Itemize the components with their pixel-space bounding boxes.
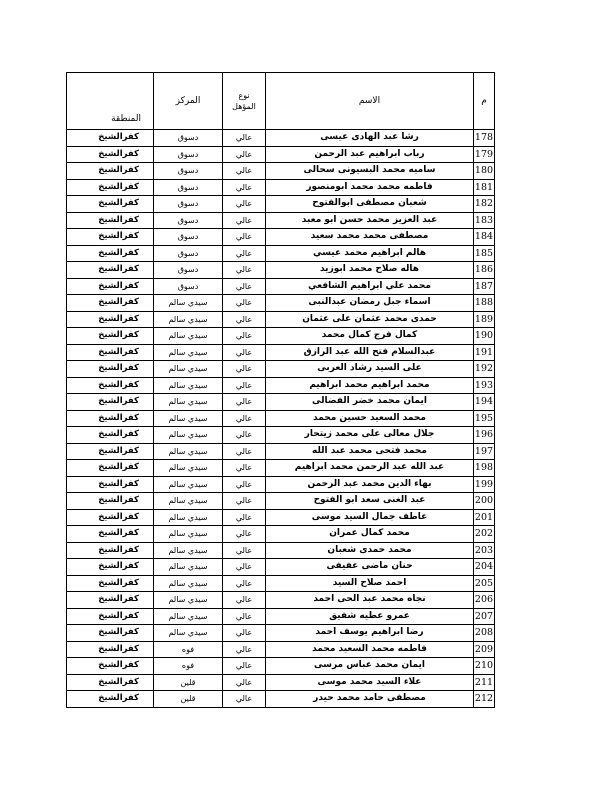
table-row [67, 493, 495, 510]
cell-name: مصطفى حامد محمد حيدر [266, 691, 474, 708]
table-row [67, 410, 495, 427]
cell-name: شعبان مصطفى ابوالفتوح [266, 196, 474, 213]
cell-region: كفرالشيخ [67, 278, 154, 295]
cell-center: دسوق [154, 163, 223, 180]
cell-qualification: عالي [223, 641, 266, 658]
cell-number: 192 [474, 361, 495, 378]
cell-center: فوه [154, 641, 223, 658]
results-sheet [66, 72, 494, 708]
table-row [67, 377, 495, 394]
cell-number: 183 [474, 212, 495, 229]
cell-name: ايمان محمد خضر الفضالى [266, 394, 474, 411]
cell-region: كفرالشيخ [67, 361, 154, 378]
cell-number: 186 [474, 262, 495, 279]
cell-name: هاله صلاح محمد ابوزيد [266, 262, 474, 279]
cell-name: عمرو عطيه شفيق [266, 608, 474, 625]
table-row [67, 229, 495, 246]
cell-qualification: عالي [223, 509, 266, 526]
cell-region: كفرالشيخ [67, 526, 154, 543]
cell-qualification: عالي [223, 377, 266, 394]
cell-number: 195 [474, 410, 495, 427]
cell-qualification: عالي [223, 658, 266, 675]
cell-center: سيدي سالم [154, 575, 223, 592]
cell-qualification: عالي [223, 476, 266, 493]
table-row [67, 245, 495, 262]
table-row [67, 608, 495, 625]
cell-name: هالم ابراهيم محمد عيسي [266, 245, 474, 262]
cell-qualification: عالي [223, 443, 266, 460]
table-row [67, 311, 495, 328]
cell-center: سيدي سالم [154, 311, 223, 328]
cell-center: سيدي سالم [154, 592, 223, 609]
cell-region: كفرالشيخ [67, 592, 154, 609]
table-row [67, 295, 495, 312]
cell-center: سيدي سالم [154, 608, 223, 625]
table-row [67, 163, 495, 180]
cell-region: كفرالشيخ [67, 179, 154, 196]
cell-region: كفرالشيخ [67, 559, 154, 576]
table-row [67, 542, 495, 559]
cell-center: دسوق [154, 212, 223, 229]
cell-center: سيدي سالم [154, 443, 223, 460]
cell-number: 194 [474, 394, 495, 411]
cell-name: علاء السيد محمد موسى [266, 674, 474, 691]
cell-region: كفرالشيخ [67, 443, 154, 460]
cell-number: 187 [474, 278, 495, 295]
cell-center: دسوق [154, 278, 223, 295]
cell-center: سيدي سالم [154, 328, 223, 345]
cell-name: ايمان محمد عباس مرسى [266, 658, 474, 675]
cell-region: كفرالشيخ [67, 641, 154, 658]
cell-center: سيدي سالم [154, 410, 223, 427]
cell-name: فاطمه محمد محمد ابومنصور [266, 179, 474, 196]
cell-name: حنان ماضى عفيفى [266, 559, 474, 576]
table-row [67, 278, 495, 295]
cell-region: كفرالشيخ [67, 311, 154, 328]
cell-region: كفرالشيخ [67, 146, 154, 163]
cell-region: كفرالشيخ [67, 542, 154, 559]
cell-qualification: عالي [223, 130, 266, 147]
cell-name: محمد ابراهيم محمد ابراهيم [266, 377, 474, 394]
cell-qualification: عالي [223, 608, 266, 625]
cell-number: 193 [474, 377, 495, 394]
cell-number: 200 [474, 493, 495, 510]
cell-center: سيدي سالم [154, 460, 223, 477]
table-row [67, 625, 495, 642]
cell-center: دسوق [154, 146, 223, 163]
cell-region: كفرالشيخ [67, 377, 154, 394]
cell-center: سيدي سالم [154, 559, 223, 576]
table-header-row [67, 73, 495, 130]
cell-qualification: عالي [223, 410, 266, 427]
table-row [67, 130, 495, 147]
table-row [67, 592, 495, 609]
cell-name: اسماء جبل رمضان عبدالنبى [266, 295, 474, 312]
table-row [67, 179, 495, 196]
cell-number: 209 [474, 641, 495, 658]
cell-name: على السيد رشاد العربى [266, 361, 474, 378]
table-row [67, 212, 495, 229]
table-row [67, 658, 495, 675]
cell-center: سيدي سالم [154, 427, 223, 444]
cell-region: كفرالشيخ [67, 295, 154, 312]
cell-qualification: عالي [223, 559, 266, 576]
cell-center: فوه [154, 658, 223, 675]
cell-number: 212 [474, 691, 495, 708]
cell-qualification: عالي [223, 212, 266, 229]
table-row [67, 526, 495, 543]
cell-name: فاطمه محمد السعيد محمد [266, 641, 474, 658]
cell-center: سيدي سالم [154, 476, 223, 493]
cell-center: قلين [154, 691, 223, 708]
cell-name: كمال فرج كمال محمد [266, 328, 474, 345]
cell-region: كفرالشيخ [67, 658, 154, 675]
cell-center: سيدي سالم [154, 493, 223, 510]
cell-number: 191 [474, 344, 495, 361]
cell-number: 185 [474, 245, 495, 262]
table-row [67, 146, 495, 163]
cell-number: 178 [474, 130, 495, 147]
table-row [67, 196, 495, 213]
cell-center: سيدي سالم [154, 625, 223, 642]
header-center: المركز [154, 73, 223, 130]
cell-name: مصطفى محمد محمد سعيد [266, 229, 474, 246]
cell-name: عبدالسلام فتح الله عبد الرازق [266, 344, 474, 361]
names-table [66, 72, 495, 708]
cell-region: كفرالشيخ [67, 344, 154, 361]
cell-number: 181 [474, 179, 495, 196]
header-region: المنطقة [67, 73, 154, 130]
cell-qualification: عالي [223, 163, 266, 180]
cell-region: كفرالشيخ [67, 229, 154, 246]
cell-name: عبد الغنى سعد ابو الفتوح [266, 493, 474, 510]
table-row [67, 262, 495, 279]
cell-qualification: عالي [223, 542, 266, 559]
header-qualification [223, 73, 266, 130]
cell-region: كفرالشيخ [67, 328, 154, 345]
cell-number: 182 [474, 196, 495, 213]
cell-qualification: عالي [223, 229, 266, 246]
cell-qualification: عالي [223, 625, 266, 642]
table-row [67, 575, 495, 592]
cell-number: 189 [474, 311, 495, 328]
cell-center: سيدي سالم [154, 526, 223, 543]
cell-qualification: عالي [223, 674, 266, 691]
cell-name: عبد الله عبد الرحمن محمد ابراهيم [266, 460, 474, 477]
cell-qualification: عالي [223, 427, 266, 444]
cell-name: رضا ابراهيم يوسف احمد [266, 625, 474, 642]
cell-region: كفرالشيخ [67, 476, 154, 493]
cell-number: 198 [474, 460, 495, 477]
cell-center: دسوق [154, 245, 223, 262]
cell-number: 180 [474, 163, 495, 180]
cell-region: كفرالشيخ [67, 394, 154, 411]
cell-center: سيدي سالم [154, 295, 223, 312]
cell-region: كفرالشيخ [67, 460, 154, 477]
table-body [67, 130, 495, 708]
cell-name: ساميه محمد البسيونى سحالى [266, 163, 474, 180]
cell-number: 203 [474, 542, 495, 559]
cell-region: كفرالشيخ [67, 262, 154, 279]
cell-name: محمد السعيد حسين محمد [266, 410, 474, 427]
cell-name: محمد حمدى شعبان [266, 542, 474, 559]
cell-qualification: عالي [223, 394, 266, 411]
cell-qualification: عالي [223, 493, 266, 510]
cell-name: حمدى محمد عثمان على عثمان [266, 311, 474, 328]
cell-qualification: عالي [223, 245, 266, 262]
table-row [67, 674, 495, 691]
cell-qualification: عالي [223, 361, 266, 378]
cell-number: 206 [474, 592, 495, 609]
cell-region: كفرالشيخ [67, 493, 154, 510]
table-row [67, 344, 495, 361]
cell-number: 179 [474, 146, 495, 163]
cell-number: 197 [474, 443, 495, 460]
cell-qualification: عالي [223, 179, 266, 196]
cell-number: 202 [474, 526, 495, 543]
cell-region: كفرالشيخ [67, 130, 154, 147]
cell-qualification: عالي [223, 344, 266, 361]
cell-center: سيدي سالم [154, 394, 223, 411]
cell-name: عبد العزيز محمد حسن ابو معبد [266, 212, 474, 229]
cell-center: دسوق [154, 262, 223, 279]
cell-name: محمد كمال عمران [266, 526, 474, 543]
cell-qualification: عالي [223, 526, 266, 543]
cell-number: 205 [474, 575, 495, 592]
cell-name: عاطف جمال السيد موسى [266, 509, 474, 526]
cell-region: كفرالشيخ [67, 212, 154, 229]
table-row [67, 641, 495, 658]
cell-number: 196 [474, 427, 495, 444]
cell-qualification: عالي [223, 575, 266, 592]
cell-region: كفرالشيخ [67, 575, 154, 592]
cell-qualification: عالي [223, 295, 266, 312]
cell-region: كفرالشيخ [67, 608, 154, 625]
table-row [67, 443, 495, 460]
cell-center: سيدي سالم [154, 542, 223, 559]
cell-name: محمد فتحى محمد عبد الله [266, 443, 474, 460]
cell-qualification: عالي [223, 262, 266, 279]
table-row [67, 328, 495, 345]
cell-number: 199 [474, 476, 495, 493]
table-row [67, 427, 495, 444]
cell-center: دسوق [154, 196, 223, 213]
cell-region: كفرالشيخ [67, 509, 154, 526]
table-row [67, 559, 495, 576]
table-row [67, 361, 495, 378]
cell-name: رباب ابراهيم عبد الرحمن [266, 146, 474, 163]
cell-qualification: عالي [223, 196, 266, 213]
cell-region: كفرالشيخ [67, 691, 154, 708]
cell-region: كفرالشيخ [67, 245, 154, 262]
cell-number: 211 [474, 674, 495, 691]
cell-region: كفرالشيخ [67, 410, 154, 427]
cell-region: كفرالشيخ [67, 163, 154, 180]
table-row [67, 394, 495, 411]
cell-number: 190 [474, 328, 495, 345]
cell-center: دسوق [154, 130, 223, 147]
cell-region: كفرالشيخ [67, 196, 154, 213]
header-qualification-line1: نوع [238, 91, 250, 100]
cell-name: احمد صلاح السيد [266, 575, 474, 592]
cell-name: محمد علي ابراهيم الشافعي [266, 278, 474, 295]
cell-center: سيدي سالم [154, 377, 223, 394]
cell-center: سيدي سالم [154, 361, 223, 378]
cell-center: سيدي سالم [154, 344, 223, 361]
cell-region: كفرالشيخ [67, 625, 154, 642]
cell-name: نجاه محمد عبد الحى احمد [266, 592, 474, 609]
cell-qualification: عالي [223, 328, 266, 345]
cell-qualification: عالي [223, 278, 266, 295]
cell-center: دسوق [154, 229, 223, 246]
cell-region: كفرالشيخ [67, 674, 154, 691]
header-number: م [474, 73, 495, 130]
cell-name: رشا عبد الهادى عيسى [266, 130, 474, 147]
cell-qualification: عالي [223, 311, 266, 328]
cell-region: كفرالشيخ [67, 427, 154, 444]
cell-number: 184 [474, 229, 495, 246]
cell-number: 188 [474, 295, 495, 312]
table-row [67, 691, 495, 708]
cell-center: دسوق [154, 179, 223, 196]
header-qualification-line2: المؤهل [232, 102, 256, 111]
cell-center: سيدي سالم [154, 509, 223, 526]
cell-qualification: عالي [223, 146, 266, 163]
cell-number: 201 [474, 509, 495, 526]
cell-number: 204 [474, 559, 495, 576]
cell-name: جلال معالى على محمد زيتحار [266, 427, 474, 444]
header-name: الاسم [266, 73, 474, 130]
cell-qualification: عالي [223, 460, 266, 477]
cell-number: 208 [474, 625, 495, 642]
cell-number: 210 [474, 658, 495, 675]
cell-name: بهاء الدين محمد عبد الرحمن [266, 476, 474, 493]
cell-qualification: عالي [223, 592, 266, 609]
table-row [67, 460, 495, 477]
cell-center: قلين [154, 674, 223, 691]
table-row [67, 476, 495, 493]
cell-number: 207 [474, 608, 495, 625]
cell-qualification: عالي [223, 691, 266, 708]
table-row [67, 509, 495, 526]
